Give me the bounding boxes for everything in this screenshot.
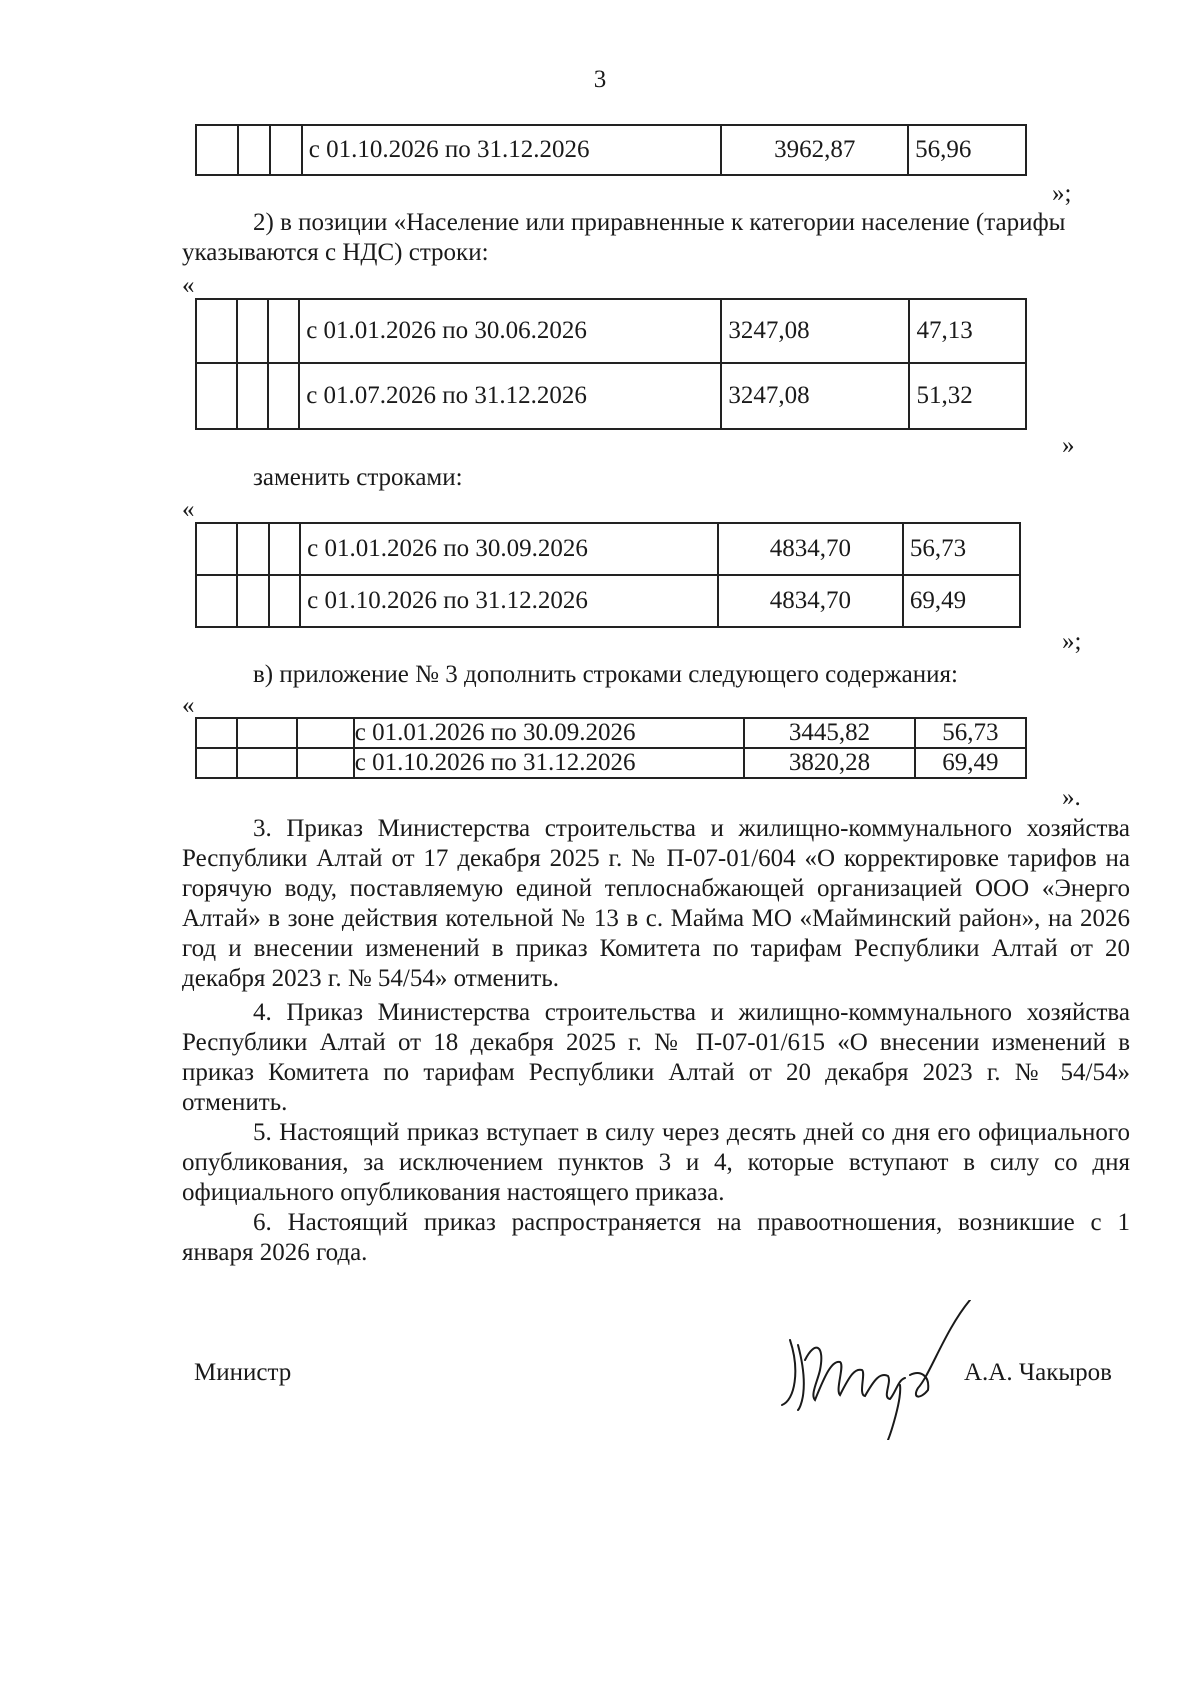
paragraph-5: 5. Настоящий приказ вступает в силу через десять дней со дня его официального опубликования, за исключением пунктов 3 и 4, которые вступают в силу со дня официального опубликования настоящего приказа. [182, 1119, 1130, 1206]
close-quote: » [1062, 432, 1075, 459]
value-cell: 56,96 [908, 125, 1026, 175]
period-cell: с 01.07.2026 по 31.12.2026 [299, 363, 721, 429]
value-cell: 69,49 [915, 748, 1026, 778]
open-quote: « [182, 692, 195, 719]
value-cell: 3445,82 [744, 718, 915, 748]
table-row [196, 575, 1020, 627]
tariff-table-4 [195, 717, 1027, 779]
value-cell: 51,32 [909, 363, 1026, 429]
tariff-table-1 [195, 124, 1027, 176]
value-cell: 56,73 [903, 523, 1020, 575]
period-cell: с 01.10.2026 по 31.12.2026 [302, 125, 722, 175]
value-cell: 47,13 [909, 299, 1026, 363]
close-quote: »; [1052, 180, 1072, 207]
value-cell: 3820,28 [744, 748, 915, 778]
page-number: 3 [593, 66, 607, 93]
value-cell: 3247,08 [721, 363, 909, 429]
value-cell: 4834,70 [718, 523, 903, 575]
tariff-table-2 [195, 298, 1027, 430]
signature-name: А.А. Чакыров [964, 1359, 1112, 1386]
period-cell: с 01.01.2026 по 30.09.2026 [354, 718, 744, 748]
close-quote: »; [1062, 628, 1082, 655]
paragraph-4: 4. Приказ Министерства строительства и жилищно-коммунального хозяйства Республики Алтай от 18 декабря 2025 г. № П-07-01/615 «О внесении изменений в приказ Комитета по тарифам Республики Алтай от 20 декабря 2023 г. № 54/54» отменить. [182, 999, 1130, 1116]
item-2-line-1: 2) в позиции «Население или приравненные к категории население (тарифы [253, 209, 1066, 236]
table-row [196, 299, 1026, 363]
close-quote: ». [1062, 784, 1081, 811]
period-cell: с 01.10.2026 по 31.12.2026 [300, 575, 718, 627]
table-row [196, 125, 1026, 175]
value-cell: 4834,70 [718, 575, 903, 627]
value-cell: 69,49 [903, 575, 1020, 627]
tariff-table-3 [195, 522, 1021, 628]
signature-position: Министр [194, 1359, 292, 1386]
paragraph-3: 3. Приказ Министерства строительства и жилищно-коммунального хозяйства Республики Алтай от 17 декабря 2025 г. № П-07-01/604 «О корректировке тарифов на горячую воду, поставляемую единой теплоснабжающей организацией ООО «Энерго Алтай» в зоне действия котельной № 13 в с. Майма МО «Майминский район», на 2026 год и внесении изменений в приказ Комитета по тарифам Республики Алтай от 20 декабря 2023 г. № 54/54» отменить. [182, 815, 1130, 992]
open-quote: « [182, 272, 195, 299]
replace-text: заменить строками: [253, 464, 463, 491]
period-cell: с 01.01.2026 по 30.06.2026 [299, 299, 721, 363]
value-cell: 3247,08 [721, 299, 909, 363]
table-row [196, 748, 1026, 778]
paragraph-6: 6. Настоящий приказ распространяется на правоотношения, возникшие с 1 января 2026 года. [182, 1209, 1130, 1266]
value-cell: 56,73 [915, 718, 1026, 748]
period-cell: с 01.10.2026 по 31.12.2026 [354, 748, 744, 778]
table-row [196, 523, 1020, 575]
table-row [196, 363, 1026, 429]
table-row [196, 718, 1026, 748]
item-v-text: в) приложение № 3 дополнить строками следующего содержания: [253, 661, 958, 688]
period-cell: с 01.01.2026 по 30.09.2026 [300, 523, 718, 575]
value-cell: 3962,87 [721, 125, 908, 175]
open-quote: « [182, 496, 195, 523]
item-2-line-2: указываются с НДС) строки: [182, 239, 489, 266]
